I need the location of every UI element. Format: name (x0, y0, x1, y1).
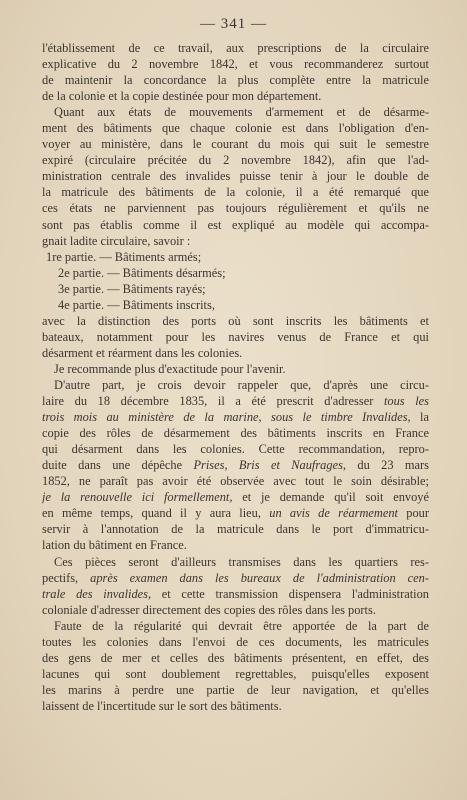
text-segment: toutes les colonies dans l'envoi de ces documents, les matricules (42, 634, 429, 649)
text-segment: voyer au ministère, dans le courant du mois qui suit le semestre (42, 137, 429, 152)
text-segment: ment des bâtiments que chaque colonie est dans l'obligation d'en- (42, 121, 429, 136)
italic-text: tous les (383, 394, 429, 409)
text-segment: ces états ne parviennent pas toujours régulièrement et qu'ils ne (42, 201, 429, 216)
text-segment: 1re partie. — Bâtiments armés; (46, 249, 202, 264)
text-line (42, 233, 429, 249)
italic-text: après examen dans les bureaux de l'administration cen- (90, 570, 429, 585)
text-segment: désarment et réarment dans les colonies. (42, 345, 243, 360)
text-segment: bateaux, notamment pour les navires venus de France et qui (42, 329, 429, 344)
text-line (42, 489, 429, 505)
text-line (42, 505, 429, 521)
text-line (42, 666, 429, 682)
text-line (42, 441, 429, 457)
text-line (42, 537, 429, 553)
text-line (42, 120, 429, 136)
text-line (42, 152, 429, 168)
text-segment: de la colonie et la copie destinée pour mon département. (42, 89, 322, 104)
text-line (42, 297, 429, 313)
italic-text: trois mois au ministère de la marine, sous le timbre Invalides, (42, 410, 411, 425)
text-segment: lacunes qui sont doublement regrettables, puisqu'elles exposent (42, 666, 429, 681)
text-line (42, 168, 429, 184)
text-segment: 4e partie. — Bâtiments inscrits, (58, 297, 215, 312)
italic-text: trale des invalides, (42, 586, 152, 601)
text-segment: coloniale d'adresser directement des copies des rôles dans les ports. (42, 602, 376, 617)
text-segment: Ces pièces seront d'ailleurs transmises dans les quartiers res- (54, 554, 429, 569)
text-line (42, 650, 429, 666)
text-line (42, 361, 429, 377)
text-line (42, 281, 429, 297)
text-line (42, 40, 429, 56)
text-line (42, 457, 429, 473)
text-line (42, 345, 429, 361)
text-segment: qui désarment dans les colonies. Cette recommandation, repro- (42, 442, 429, 457)
text-line (42, 200, 429, 216)
text-segment: sont pas établis comme il est expliqué au modèle qui accompa- (42, 217, 429, 232)
text-segment: laire du 18 décembre 1835, il a été prescrit d'adresser (42, 394, 384, 409)
text-line (42, 586, 429, 602)
text-segment: D'autre part, je crois devoir rappeler que, d'après une circu- (54, 377, 429, 392)
body-text (42, 40, 429, 714)
text-segment: servir à l'annotation de la matricule dans le port d'immatricu- (42, 522, 429, 537)
text-line (42, 217, 429, 233)
text-segment: de maintenir la concordance la plus complète entre la matricule (42, 73, 429, 88)
text-segment: pour (398, 506, 429, 521)
text-segment: avec la distinction des ports où sont inscrits les bâtiments et (42, 313, 429, 328)
text-line (42, 136, 429, 152)
text-line (42, 249, 429, 265)
text-line (42, 72, 429, 88)
text-segment: en même temps, quand il y aura lieu, (42, 506, 270, 521)
text-line (42, 425, 429, 441)
text-segment: des gens de mer et celles des bâtiments présentent, en effet, des (42, 650, 429, 665)
text-segment: lation du bâtiment en France. (42, 538, 187, 553)
text-segment: explicative du 2 novembre 1842, et vous recommanderez surtout (42, 57, 429, 72)
text-segment: 3e partie. — Bâtiments rayés; (58, 281, 206, 296)
text-segment: la matricule des bâtiments de la colonie, il a été remarqué que (42, 185, 429, 200)
text-segment: et je demande qu'il soit envoyé (232, 490, 429, 505)
page-number: — 341 — (200, 16, 267, 32)
text-segment: la (410, 410, 429, 425)
text-line (42, 570, 429, 586)
text-line (42, 56, 429, 72)
text-line (42, 521, 429, 537)
text-line (42, 377, 429, 393)
text-line (42, 409, 429, 425)
text-line (42, 265, 429, 281)
text-line (42, 184, 429, 200)
text-segment: 1852, ne paraît pas avoir été observée avec tout le soin désirable; (42, 474, 429, 489)
text-line (42, 682, 429, 698)
text-segment: expiré (circulaire précitée du 2 novembre 1842), afin que l'ad- (42, 153, 429, 168)
italic-text: Prises, Bris et Naufrages, (193, 458, 346, 473)
text-segment: duite dans une dépêche (42, 458, 194, 473)
text-line (42, 88, 429, 104)
text-segment: et cette transmission dispensera l'administration (151, 586, 429, 601)
text-segment: l'établissement de ce travail, aux prescriptions de la circulaire (42, 41, 429, 55)
italic-text: un avis de réarmement (269, 506, 398, 521)
text-segment: du 23 mars (346, 458, 429, 473)
text-line (42, 104, 429, 120)
text-segment: les marins à perdre une partie de leur navigation, et qu'elles (42, 682, 429, 697)
text-segment: gnait ladite circulaire, savoir : (42, 233, 191, 248)
text-segment: Quant aux états de mouvements d'armement et de désarme- (54, 105, 429, 120)
text-segment: ministration centrale des invalides puisse tenir à jour le double de (42, 169, 429, 184)
text-line (42, 313, 429, 329)
text-segment: laissent de l'incertitude sur le sort des bâtiments. (42, 698, 282, 713)
text-line (42, 602, 429, 618)
text-segment: 2e partie. — Bâtiments désarmés; (58, 265, 226, 280)
text-line (42, 393, 429, 409)
text-segment: Faute de la régularité qui devrait être apportée de la part de (54, 618, 429, 633)
text-line (42, 698, 429, 714)
text-segment: copie des rôles de désarmement des bâtiments inscrits en France (42, 426, 429, 441)
text-line (42, 473, 429, 489)
text-line (42, 634, 429, 650)
text-segment: Je recommande plus d'exactitude pour l'avenir. (54, 361, 286, 376)
text-line (42, 618, 429, 634)
text-line (42, 554, 429, 570)
text-segment: pectifs, (42, 570, 91, 585)
italic-text: je la renouvelle ici formellement, (42, 490, 233, 505)
text-line (42, 329, 429, 345)
